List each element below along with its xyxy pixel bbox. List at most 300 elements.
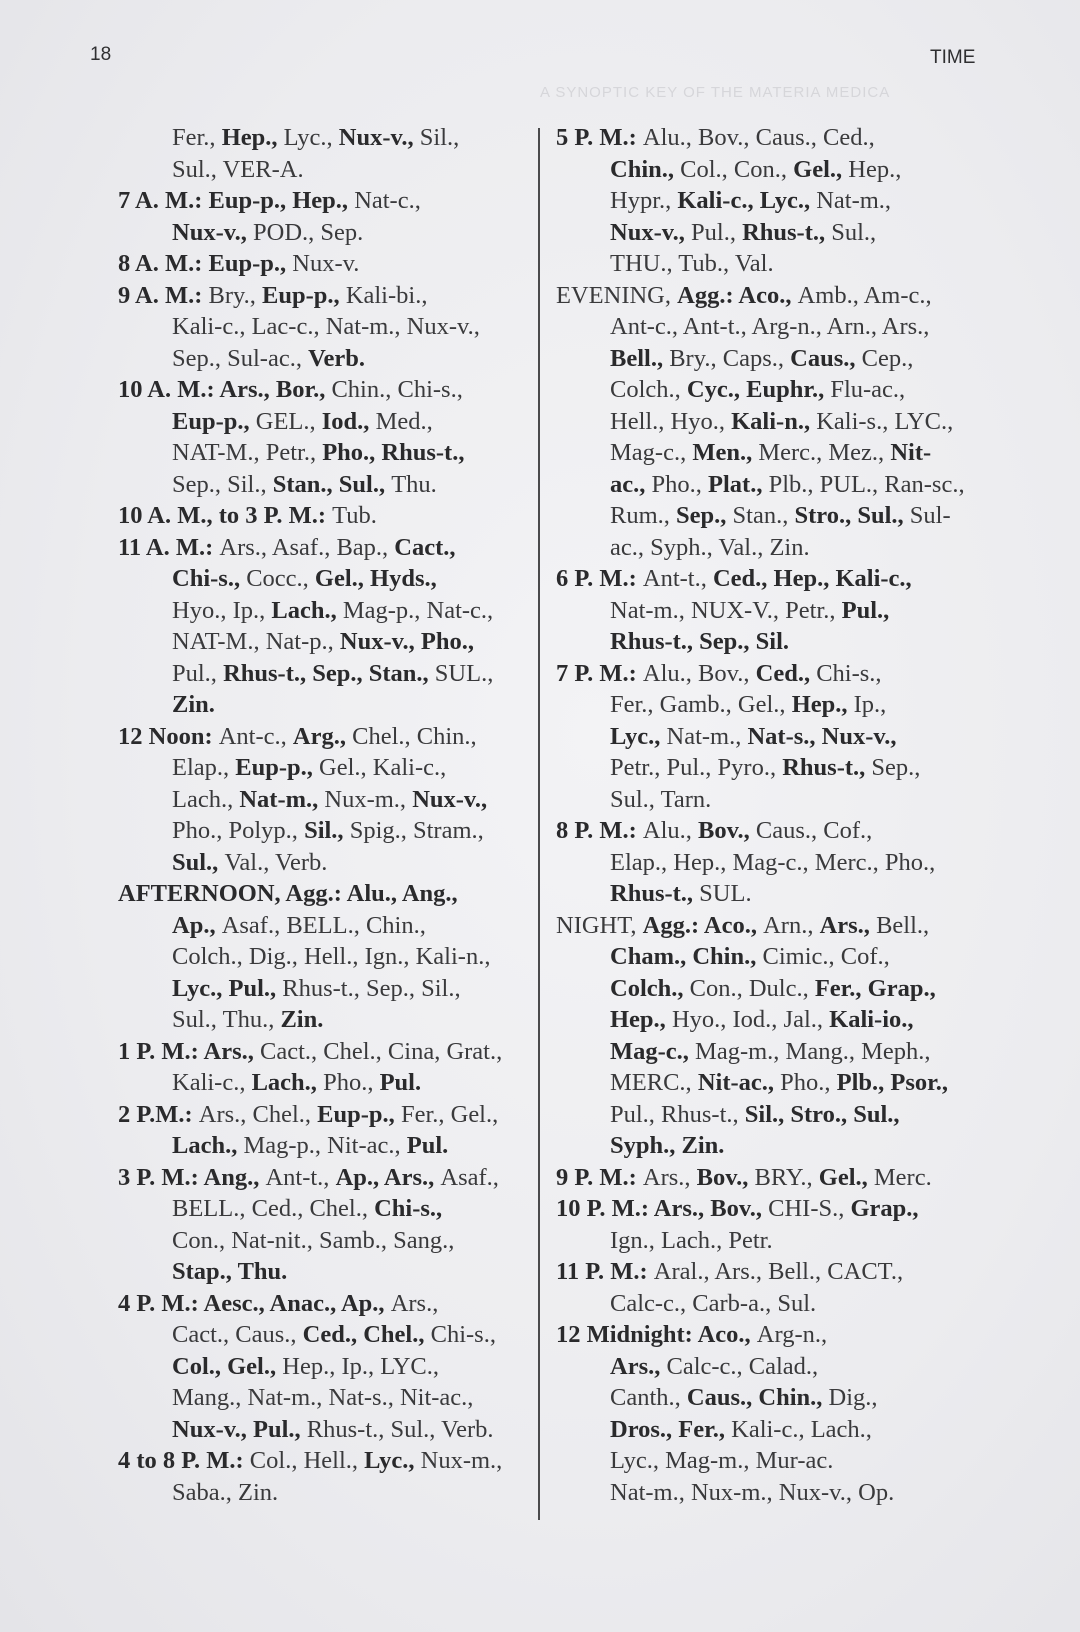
bold-remedy-text: Cham., Chin., — [610, 943, 763, 970]
bold-remedy-text: Lach., — [172, 1132, 244, 1159]
remedy-line — [118, 1193, 528, 1225]
remedy-line — [118, 1382, 528, 1414]
bold-remedy-text: Pul. — [406, 1132, 449, 1159]
remedy-text: Lyc., — [283, 124, 339, 151]
remedy-text: Ant-c., Ant-t., Arg-n., Arn., Ars., — [610, 313, 930, 340]
bold-remedy-text: Arg., — [292, 722, 353, 750]
bold-remedy-text: Lach., — [251, 1069, 324, 1096]
remedy-text: Ant-t., — [642, 565, 713, 592]
time-modality-entry — [556, 658, 988, 816]
remedy-text: Stan., — [732, 502, 795, 529]
remedy-text: Calc-c., Carb-a., Sul. — [610, 1289, 817, 1317]
remedy-text: Chi-s., — [430, 1321, 496, 1348]
bold-remedy-text: 8 P. M.: — [556, 817, 643, 844]
remedy-text: Col., Con., — [680, 155, 794, 183]
time-modality-entry — [118, 1288, 528, 1446]
remedy-line — [556, 1067, 988, 1099]
remedy-text: BELL., Ced., Chel., — [172, 1195, 375, 1222]
remedy-text: Nux-v. — [292, 250, 360, 277]
bold-remedy-text: Grap., — [850, 1195, 919, 1222]
bold-remedy-text: Bov., — [698, 817, 756, 844]
bold-remedy-text: Sul., — [172, 848, 225, 876]
bold-remedy-text: Nux-v., — [172, 218, 254, 246]
remedy-text: Chin., Chi-s., — [331, 376, 463, 403]
remedy-text: Kali-c., — [172, 1069, 252, 1096]
remedy-text: Val., Verb. — [224, 848, 328, 876]
remedy-line — [556, 1225, 988, 1257]
bold-remedy-text: Eup-p., — [317, 1100, 401, 1128]
remedy-text: Hep., — [848, 155, 902, 183]
remedy-line — [556, 847, 988, 879]
bold-remedy-text: Ced., — [755, 659, 817, 687]
bold-remedy-text: Fer., Grap., — [814, 974, 936, 1002]
bold-remedy-text: Lyc., — [364, 1447, 421, 1474]
bold-remedy-text: 2 P.M.: — [118, 1100, 199, 1128]
remedy-text: Hyo., Ip., — [172, 596, 272, 624]
entry-heading-line — [118, 1036, 528, 1068]
remedy-line — [556, 1288, 988, 1320]
time-modality-entry — [556, 910, 988, 1162]
remedy-text: Nat-m., Nux-m., Nux-v., Op. — [610, 1478, 895, 1506]
time-modality-entry — [118, 248, 528, 280]
bold-remedy-text: Eup-p., — [235, 754, 320, 781]
remedy-text: Pul., — [172, 659, 224, 687]
remedy-line — [556, 154, 988, 186]
remedy-text: BRY., — [754, 1163, 819, 1191]
remedy-line — [118, 1256, 528, 1288]
remedy-text: Chi-s., — [816, 659, 882, 687]
remedy-line — [118, 658, 528, 690]
bold-remedy-text: Eup-p., — [172, 407, 256, 435]
remedy-text: Med., — [375, 407, 433, 435]
entry-heading-line — [556, 1193, 988, 1225]
remedy-text: Hyo., Iod., Jal., — [671, 1006, 830, 1033]
bold-remedy-text: 9 A. M.: — [118, 281, 209, 309]
remedy-line — [556, 437, 988, 469]
remedy-line — [556, 973, 988, 1005]
bold-remedy-text: Gel., — [818, 1163, 874, 1191]
column-divider — [538, 128, 540, 1520]
remedy-line — [556, 595, 988, 627]
remedy-text: Hypr., — [610, 187, 678, 214]
remedy-text: Fer., Gel., — [400, 1100, 499, 1128]
remedy-text: Thu. — [391, 470, 437, 498]
bold-remedy-text: 7 P. M.: — [556, 659, 643, 687]
bold-remedy-text: Kali-io., — [829, 1006, 914, 1033]
bold-remedy-text: Nat-m., — [239, 785, 325, 813]
remedy-line — [556, 406, 988, 438]
bold-remedy-text: Nux-v., — [412, 785, 488, 813]
bold-remedy-text: 12 Noon: — [118, 722, 219, 750]
remedy-line — [118, 910, 528, 942]
remedy-text: Bry., — [208, 281, 263, 309]
remedy-line — [118, 1067, 528, 1099]
remedy-line — [556, 1414, 988, 1446]
bold-remedy-text: Cact., — [394, 533, 456, 561]
remedy-line — [556, 626, 988, 658]
remedy-text: Sep., Sil., — [172, 470, 273, 498]
remedy-text: NIGHT, — [556, 911, 643, 939]
remedy-line — [118, 437, 528, 469]
remedy-line — [118, 752, 528, 784]
bold-remedy-text: Lyc., Pul., — [172, 974, 283, 1002]
bold-remedy-text: 8 A. M.: Eup-p., — [118, 250, 293, 277]
bold-remedy-text: Mag-c., — [610, 1037, 696, 1065]
remedy-text: Colch., Dig., Hell., Ign., Kali-n., — [172, 943, 491, 970]
remedy-line — [118, 469, 528, 501]
remedy-line — [556, 721, 988, 753]
entry-heading-line — [118, 721, 528, 753]
remedy-line — [556, 878, 988, 910]
bold-remedy-text: 10 A. M.: Ars., Bor., — [118, 376, 332, 403]
remedy-line — [118, 406, 528, 438]
remedy-line — [556, 941, 988, 973]
bold-remedy-text: Men., — [692, 439, 759, 466]
bold-remedy-text: 9 P. M.: — [556, 1163, 643, 1191]
bold-remedy-text: Rhus-t., — [610, 880, 700, 907]
bold-remedy-text: Chin., — [610, 155, 681, 183]
bold-remedy-text: Agg.: Aco., — [642, 911, 764, 939]
remedy-line — [556, 1036, 988, 1068]
remedy-text: Fer., Gamb., Gel., — [610, 691, 792, 718]
right-column — [556, 122, 988, 1508]
bold-remedy-text: Sil., Stro., Sul., — [744, 1100, 900, 1128]
bold-remedy-text: Chi-s., — [172, 565, 247, 592]
bold-remedy-text: Ced., Chel., — [302, 1321, 431, 1348]
bold-remedy-text: Nux-v., — [338, 124, 420, 151]
remedy-text: Nat-m., — [816, 187, 892, 214]
remedy-line — [118, 973, 528, 1005]
bold-remedy-text: Nit- — [890, 439, 932, 466]
remedy-line — [556, 1445, 988, 1477]
remedy-line — [556, 1004, 988, 1036]
remedy-text: Kali-s., LYC., — [816, 407, 954, 435]
time-modality-entry — [118, 878, 528, 1036]
remedy-line — [556, 689, 988, 721]
remedy-text: Fer., — [172, 124, 222, 151]
entry-heading-line — [118, 1162, 528, 1194]
remedy-text: Hep., Ip., LYC., — [282, 1352, 440, 1380]
remedy-text: Pho., — [780, 1069, 837, 1096]
remedy-text: Ars., Chel., — [198, 1100, 318, 1128]
remedy-text: Con., Dulc., — [689, 974, 815, 1002]
remedy-line — [118, 1130, 528, 1162]
bold-remedy-text: Hep., — [610, 1006, 672, 1033]
remedy-text: Sul- — [909, 502, 951, 529]
entry-heading-line — [118, 185, 528, 217]
entry-heading-line — [118, 878, 528, 910]
remedy-text: Ars., — [390, 1289, 439, 1317]
remedy-text: Amb., Am-c., — [797, 281, 932, 309]
bold-remedy-text: Cyc., Euphr., — [686, 376, 831, 403]
bold-remedy-text: Ap., — [172, 911, 222, 939]
bold-remedy-text: Rhus-t., — [782, 754, 872, 781]
bold-remedy-text: Kali-n., — [731, 407, 817, 435]
remedy-line — [118, 815, 528, 847]
bold-remedy-text: Rhus-t., — [742, 218, 832, 246]
bold-remedy-text: Dros., Fer., — [610, 1415, 732, 1443]
remedy-text: Tub. — [332, 502, 377, 529]
remedy-line — [556, 311, 988, 343]
bold-remedy-text: Lach., — [271, 596, 343, 624]
bold-remedy-text: Iod., — [321, 407, 376, 435]
remedy-line — [118, 1477, 528, 1509]
bold-remedy-text: Stap., Thu. — [172, 1258, 288, 1285]
remedy-line — [556, 752, 988, 784]
time-modality-entry — [118, 1445, 528, 1508]
time-modality-entry — [118, 1099, 528, 1162]
remedy-text: Sul., VER-A. — [172, 155, 304, 183]
remedy-text: Sil., — [419, 124, 460, 151]
entry-heading-line — [556, 563, 988, 595]
remedy-text: Petr., Pul., Pyro., — [610, 754, 783, 781]
remedy-text: Ip., — [853, 691, 887, 718]
remedy-line — [118, 1351, 528, 1383]
remedy-line — [556, 1099, 988, 1131]
remedy-line — [556, 1130, 988, 1162]
remedy-text: Rhus-t., Sul., Verb. — [306, 1415, 494, 1443]
remedy-line — [118, 941, 528, 973]
bold-remedy-text: Stan., Sul., — [272, 470, 392, 498]
time-modality-entry — [118, 122, 528, 185]
bold-remedy-text: Hep., — [791, 691, 854, 718]
remedy-text: Mag-p., Nit-ac., — [243, 1132, 407, 1159]
bold-remedy-text: Chi-s., — [374, 1195, 443, 1222]
time-modality-entry — [118, 280, 528, 375]
bold-remedy-text: Hep., — [221, 124, 284, 151]
time-modality-entry — [556, 122, 988, 280]
remedy-line — [556, 343, 988, 375]
time-modality-entry — [118, 721, 528, 879]
remedy-text: Ars., Asaf., Bap., — [219, 533, 395, 561]
bold-remedy-text: 12 Midnight: Aco., — [556, 1321, 757, 1348]
bold-remedy-text: 4 P. M.: Aesc., Anac., Ap., — [118, 1289, 391, 1317]
remedy-text: Ign., Lach., Petr. — [610, 1226, 773, 1254]
bold-remedy-text: Nat-s., Nux-v., — [747, 722, 897, 750]
remedy-text: SUL. — [699, 880, 752, 907]
remedy-text: Elap., Hep., Mag-c., Merc., Pho., — [610, 848, 936, 876]
bold-remedy-text: Pul. — [379, 1069, 422, 1096]
bold-remedy-text: Ap., Ars., — [335, 1163, 441, 1191]
bold-remedy-text: Bov., — [696, 1163, 755, 1191]
remedy-text: THU., Tub., Val. — [610, 250, 774, 277]
remedy-text: EVENING, — [556, 281, 678, 309]
bold-remedy-text: 10 A. M., to 3 P. M.: — [118, 502, 333, 529]
remedy-line — [118, 563, 528, 595]
remedy-line — [118, 154, 528, 186]
remedy-text: Canth., — [610, 1384, 687, 1411]
bold-remedy-text: Nux-v., Pho., — [339, 628, 474, 655]
remedy-text: ac., Syph., Val., Zin. — [610, 533, 810, 561]
remedy-text: Flu-ac., — [830, 376, 906, 403]
time-modality-entry — [118, 1036, 528, 1099]
remedy-line — [118, 784, 528, 816]
remedy-text: Arn., — [763, 911, 820, 939]
remedy-text: Mag-m., Mang., Meph., — [695, 1037, 931, 1065]
remedy-text: Lach., — [172, 785, 240, 813]
remedy-text: Ars., — [642, 1163, 697, 1191]
remedy-text: Nux-m., — [420, 1447, 503, 1474]
time-modality-entry — [556, 1193, 988, 1256]
remedy-text: Calc-c., Calad., — [666, 1352, 819, 1380]
remedy-line — [118, 217, 528, 249]
page-number: 18 — [90, 44, 112, 65]
remedy-text: Cep., — [861, 344, 914, 372]
remedy-text: Asaf., BELL., Chin., — [221, 911, 426, 939]
bold-remedy-text: Nux-v., Pul., — [172, 1415, 307, 1443]
bold-remedy-text: AFTERNOON, Agg.: Alu., Ang., — [118, 880, 458, 907]
entry-heading-line — [556, 122, 988, 154]
remedy-text: Mag-p., Nat-c., — [342, 596, 494, 624]
remedy-text: Colch., — [610, 376, 687, 403]
bold-remedy-text: Plb., Psor., — [836, 1069, 949, 1096]
remedy-line — [118, 689, 528, 721]
remedy-text: Gel., Kali-c., — [319, 754, 447, 781]
bold-remedy-text: Colch., — [610, 974, 690, 1002]
bold-remedy-text: Stro., Sul., — [794, 502, 910, 529]
remedy-text: Merc. — [873, 1163, 932, 1191]
remedy-text: Lyc., Mag-m., Mur-ac. — [610, 1447, 834, 1474]
remedy-line — [556, 784, 988, 816]
remedy-line — [556, 532, 988, 564]
time-modality-entry — [118, 374, 528, 500]
remedy-text: Alu., Bov., — [642, 659, 756, 687]
remedy-line — [118, 595, 528, 627]
time-modality-entry — [118, 185, 528, 248]
remedy-text: Hell., Hyo., — [610, 407, 732, 435]
remedy-line — [118, 626, 528, 658]
bold-remedy-text: Syph., Zin. — [610, 1132, 725, 1159]
bold-remedy-text: 11 A. M.: — [118, 533, 220, 561]
bold-remedy-text: Rhus-t., Sep., Stan., — [223, 659, 435, 687]
remedy-text: Mag-c., — [610, 439, 693, 466]
remedy-text: Nat-c., — [354, 187, 421, 214]
remedy-text: MERC., — [610, 1069, 698, 1096]
remedy-text: Sul., Tarn. — [610, 785, 712, 813]
remedy-text: Alu., — [642, 817, 698, 844]
remedy-text: NAT-M., Petr., — [172, 439, 323, 466]
remedy-text: Dig., — [828, 1384, 878, 1411]
bold-remedy-text: Zin. — [280, 1006, 324, 1033]
entry-heading-line — [118, 248, 528, 280]
bold-remedy-text: Agg.: Aco., — [677, 281, 798, 309]
bold-remedy-text: 4 to 8 P. M.: — [118, 1447, 250, 1474]
remedy-text: Sul., Thu., — [172, 1006, 281, 1033]
remedy-text: Sul., — [831, 218, 877, 246]
remedy-text: Sep., — [871, 754, 921, 781]
remedy-text: Cimic., Cof., — [762, 943, 890, 970]
remedy-text: Nux-m., — [324, 785, 413, 813]
remedy-text: Col., Hell., — [249, 1447, 365, 1474]
entry-heading-line — [556, 1256, 988, 1288]
remedy-text: Chel., Chin., — [352, 722, 477, 750]
bold-remedy-text: 1 P. M.: Ars., — [118, 1037, 260, 1065]
remedy-text: Kali-c., Lach., — [731, 1415, 872, 1443]
remedy-text: Pho., — [651, 470, 709, 498]
bold-remedy-text: 7 A. M.: Eup-p., Hep., — [118, 187, 355, 214]
remedy-line — [556, 374, 988, 406]
bold-remedy-text: 10 P. M.: Ars., Bov., — [556, 1195, 769, 1222]
bold-remedy-text: Rhus-t., Sep., Sil. — [610, 628, 790, 655]
time-modality-entry — [118, 532, 528, 721]
remedy-text: Pul., Rhus-t., — [610, 1100, 745, 1128]
remedy-line — [118, 1004, 528, 1036]
remedy-line — [556, 469, 988, 501]
remedy-text: Cocc., — [246, 565, 315, 592]
bold-remedy-text: Kali-c., Lyc., — [677, 187, 817, 214]
remedy-line — [118, 122, 528, 154]
time-modality-entry — [118, 500, 528, 532]
bold-remedy-text: Caus., — [790, 344, 862, 372]
entry-heading-line — [118, 532, 528, 564]
bold-remedy-text: Ars., — [819, 911, 877, 939]
remedy-line — [556, 1477, 988, 1509]
remedy-text: Rum., — [610, 502, 677, 529]
remedy-text: CHI-S., — [768, 1195, 851, 1222]
remedy-line — [556, 500, 988, 532]
remedy-text: Ant-t., — [265, 1163, 336, 1191]
remedy-line — [556, 185, 988, 217]
remedy-text: Merc., Mez., — [758, 439, 891, 466]
bold-remedy-text: Pho., Rhus-t., — [322, 439, 465, 466]
bold-remedy-text: ac., — [610, 470, 652, 498]
entry-heading-line — [118, 1445, 528, 1477]
bold-remedy-text: Ars., — [610, 1352, 667, 1380]
remedy-text: Asaf., — [440, 1163, 499, 1191]
remedy-line — [118, 1319, 528, 1351]
remedy-text: Bell., — [876, 911, 930, 939]
remedy-text: Saba., Zin. — [172, 1478, 279, 1506]
bold-remedy-text: Bell., — [610, 344, 670, 372]
entry-heading-line — [556, 815, 988, 847]
running-head: TIME — [930, 47, 976, 68]
entry-heading-line — [118, 1099, 528, 1131]
bold-remedy-text: Plat., — [708, 470, 769, 498]
bold-remedy-text: Ced., Hep., Kali-c., — [712, 565, 912, 592]
remedy-text: Alu., Bov., Caus., Ced., — [642, 124, 875, 151]
bold-remedy-text: Sil., — [304, 817, 350, 844]
remedy-text: Ant-c., — [218, 722, 293, 750]
remedy-line — [556, 217, 988, 249]
time-modality-entry — [556, 1162, 988, 1194]
remedy-line — [118, 1414, 528, 1446]
remedy-text: Con., Nat-nit., Samb., Sang., — [172, 1226, 455, 1254]
remedy-line — [556, 1382, 988, 1414]
remedy-text: Pho., — [323, 1069, 380, 1096]
remedy-text: Kali-c., Lac-c., Nat-m., Nux-v., — [172, 313, 480, 340]
remedy-text: NAT-M., Nat-p., — [172, 628, 340, 655]
entry-heading-line — [118, 280, 528, 312]
bold-remedy-text: Zin. — [172, 691, 215, 718]
remedy-text: Caus., Cof., — [755, 817, 873, 844]
remedy-text: Cact., Chel., Cina, Grat., — [260, 1037, 503, 1065]
remedy-text: Elap., — [172, 754, 236, 781]
bold-remedy-text: 3 P. M.: Ang., — [118, 1163, 266, 1191]
entry-heading-line — [556, 1162, 988, 1194]
remedy-text: Cact., Caus., — [172, 1321, 303, 1348]
remedy-text: Pul., — [691, 218, 743, 246]
bold-remedy-text: 6 P. M.: — [556, 565, 643, 592]
remedy-text: Kali-bi., — [345, 281, 428, 309]
remedy-text: Aral., Ars., Bell., CACT., — [653, 1258, 904, 1285]
remedy-line — [118, 1225, 528, 1257]
bold-remedy-text: Lyc., — [610, 722, 667, 750]
bold-remedy-text: Gel., — [793, 155, 849, 183]
bold-remedy-text: Eup-p., — [262, 281, 346, 309]
bold-remedy-text: 11 P. M.: — [556, 1258, 654, 1285]
bold-remedy-text: Gel., Hyds., — [314, 565, 437, 592]
remedy-text: Pho., Polyp., — [172, 817, 305, 844]
